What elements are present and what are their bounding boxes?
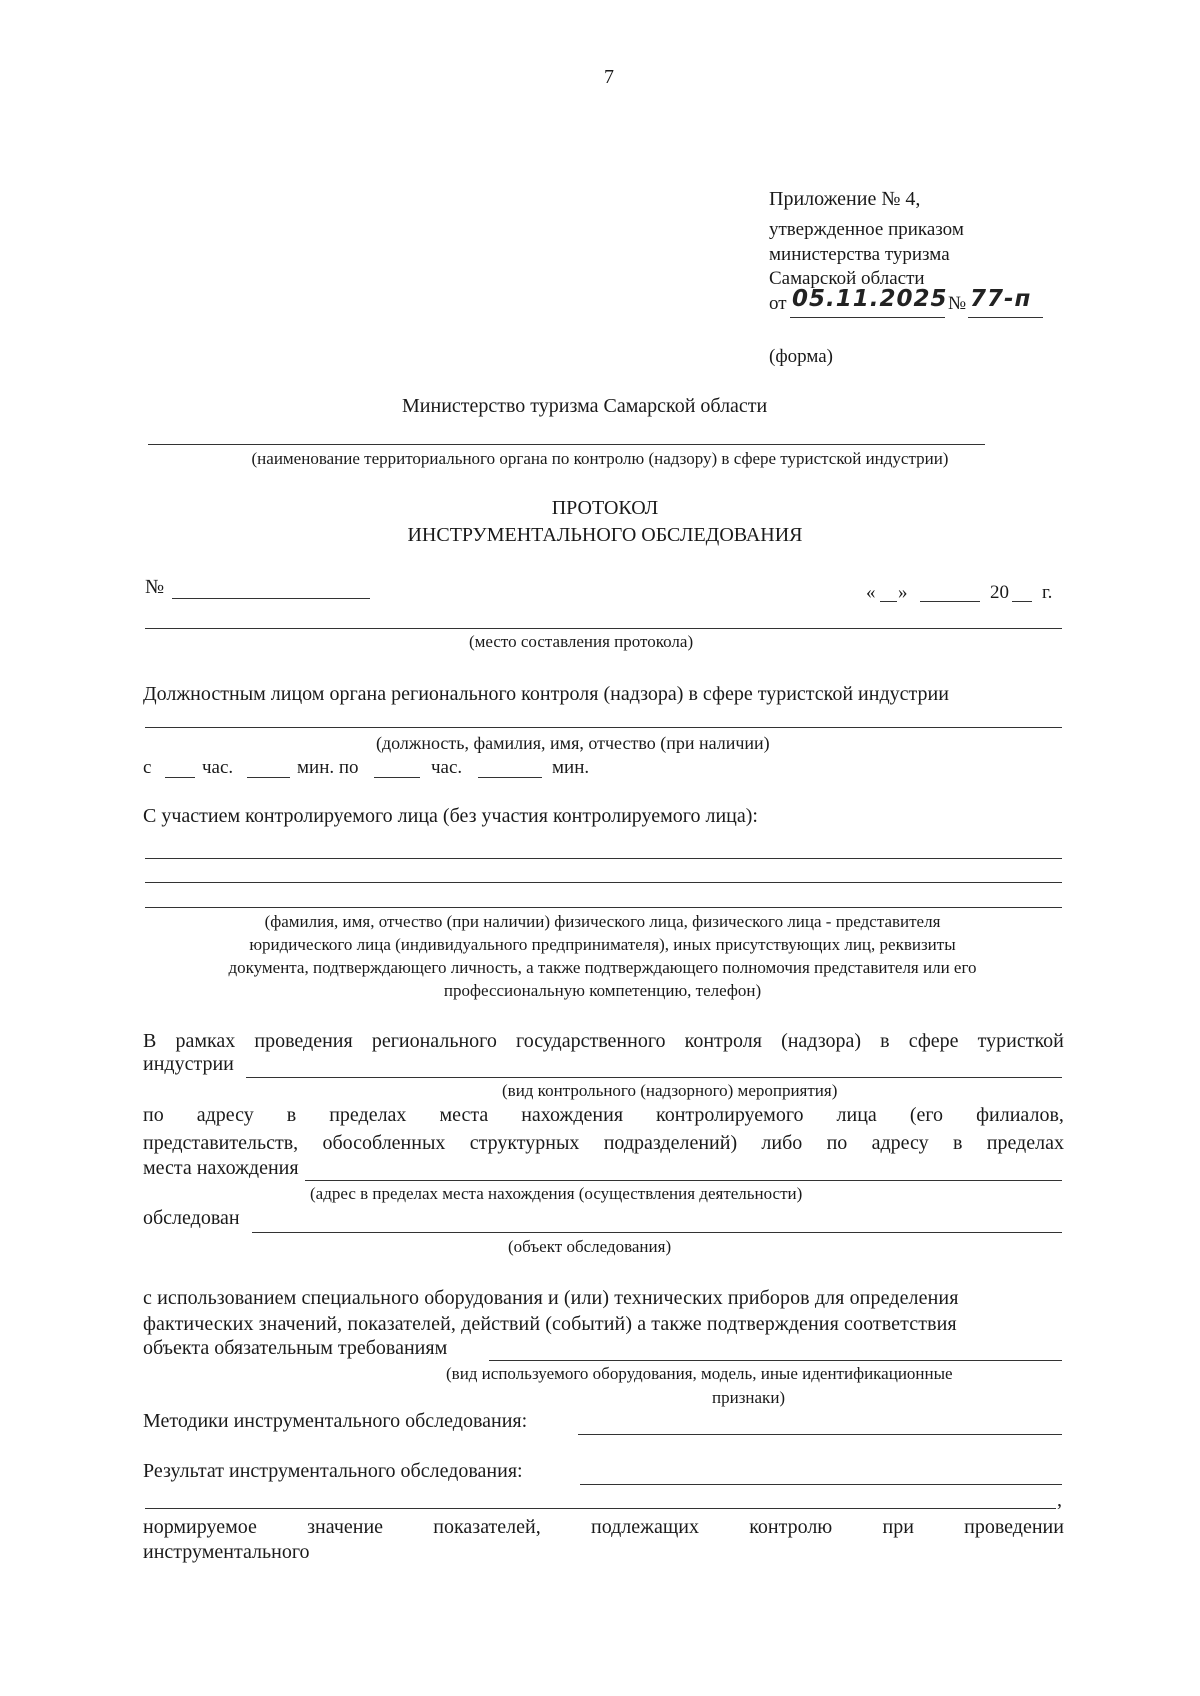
normative-word: значение — [307, 1516, 384, 1538]
normative-word: показателей, — [433, 1516, 541, 1538]
address-l2-word: по — [826, 1132, 848, 1154]
official-text: Должностным лицом органа регионального контроля (надзора) в сфере туристской индустрии — [143, 683, 949, 705]
appendix-number-label: № — [948, 293, 967, 314]
address-l2-word: либо — [761, 1132, 803, 1154]
methods-field[interactable] — [578, 1434, 1062, 1435]
scope-word: регионального — [371, 1030, 497, 1052]
date-day-field[interactable] — [880, 601, 897, 602]
address-field[interactable] — [305, 1180, 1062, 1181]
appendix-number-handwritten: 77-п — [970, 286, 1032, 312]
date-year-label: 20 — [990, 582, 1009, 603]
participation-text: С участием контролируемого лица (без участия контролируемого лица): — [143, 805, 758, 827]
object-label: обследован — [143, 1207, 240, 1229]
equipment-text-line-1: с использованием специального оборудования и (или) технических приборов для определения — [143, 1287, 959, 1309]
equipment-field[interactable] — [489, 1360, 1062, 1361]
address-l1-word: филиалов, — [976, 1104, 1064, 1126]
object-caption: (объект обследования) — [508, 1237, 672, 1256]
address-l1-word: пределах — [329, 1104, 407, 1126]
date-year-field[interactable] — [1012, 601, 1032, 602]
address-l1-word: (его — [909, 1104, 944, 1126]
appendix-number-underline — [968, 317, 1043, 318]
scope-caption: (вид контрольного (надзорного) мероприятия) — [502, 1081, 838, 1100]
organization-caption: (наименование территориального органа по контролю (надзору) в сфере туристской индустрии) — [251, 449, 949, 468]
organization-underline — [148, 444, 985, 445]
appendix-from-label: от — [769, 293, 787, 314]
protocol-number-field[interactable] — [172, 598, 370, 599]
appendix-date-handwritten: 05.11.2025 — [792, 286, 948, 312]
scope-field[interactable] — [246, 1077, 1062, 1078]
participation-caption-3: документа, подтверждающего личность, а также подтверждающего полномочия представителя или его — [228, 958, 977, 977]
appendix-line-3: министерства туризма — [769, 244, 950, 265]
address-caption: (адрес в пределах места нахождения (осуществления деятельности) — [310, 1184, 803, 1203]
appendix-line-1: Приложение № 4, — [769, 188, 921, 210]
methods-label: Методики инструментального обследования: — [143, 1410, 528, 1432]
normative-word: при — [882, 1516, 914, 1538]
participation-caption-2: юридического лица (индивидуального предпринимателя), иных присутствующих лиц, реквизиты — [249, 935, 956, 954]
official-field[interactable] — [145, 727, 1062, 728]
time-from-label: с — [143, 757, 152, 778]
equipment-text-line-3: объекта обязательным требованиям — [143, 1337, 448, 1359]
address-l1-word: в — [286, 1104, 297, 1126]
address-l2-word: пределах — [986, 1132, 1064, 1154]
time-hour-label: час. — [202, 757, 234, 778]
scope-word: сфере — [908, 1030, 959, 1052]
protocol-title: ПРОТОКОЛ — [551, 497, 659, 519]
object-field[interactable] — [252, 1232, 1062, 1233]
scope-word: рамках — [175, 1030, 236, 1052]
protocol-number-label: № — [145, 576, 165, 598]
address-l2-word: представительств, — [143, 1132, 299, 1154]
scope-text-line-2: индустрии — [143, 1053, 234, 1075]
equipment-caption-1: (вид используемого оборудования, модель, иные идентификационные — [446, 1364, 953, 1383]
normative-word: проведении — [964, 1516, 1064, 1538]
time-end-min-field[interactable] — [478, 777, 542, 778]
form-label: (форма) — [769, 346, 834, 367]
scope-word: в — [880, 1030, 890, 1052]
scope-word: контроля — [684, 1030, 762, 1052]
protocol-subtitle: ИНСТРУМЕНТАЛЬНОГО ОБСЛЕДОВАНИЯ — [407, 524, 803, 546]
place-caption: (место составления протокола) — [469, 632, 694, 651]
equipment-text-line-2: фактических значений, показателей, действий (событий) а также подтверждения соответствия — [143, 1313, 957, 1335]
time-min-label: мин. — [552, 757, 590, 778]
address-l2-word: адресу — [871, 1132, 929, 1154]
official-caption: (должность, фамилия, имя, отчество (при наличии) — [376, 733, 770, 753]
address-l1-word: места — [439, 1104, 489, 1126]
normative-word: подлежащих — [590, 1516, 699, 1538]
appendix-date-underline — [790, 317, 945, 318]
date-close-quote: » — [898, 582, 908, 603]
appendix-line-4: Самарской области — [769, 268, 925, 289]
date-year-suffix: г. — [1042, 582, 1053, 603]
date-open-quote: « — [866, 582, 876, 603]
participation-field-2[interactable] — [145, 882, 1062, 883]
time-end-hour-field[interactable] — [374, 777, 420, 778]
result-label: Результат инструментального обследования: — [143, 1460, 523, 1482]
time-min-to-label: мин. по — [297, 757, 359, 778]
appendix-line-2: утвержденное приказом — [769, 219, 964, 240]
place-field[interactable] — [145, 628, 1062, 629]
address-l1-word: нахождения — [521, 1104, 624, 1126]
page-number: 7 — [604, 66, 614, 88]
scope-word: В — [143, 1030, 157, 1052]
scope-word: туристкой — [977, 1030, 1064, 1052]
time-start-min-field[interactable] — [247, 777, 290, 778]
equipment-caption-2: признаки) — [712, 1388, 786, 1407]
scope-word: (надзора) — [781, 1030, 862, 1052]
address-l2-word: обособленных — [322, 1132, 446, 1154]
address-l1-word: контролируемого — [656, 1104, 804, 1126]
normative-text-line-2: инструментального — [143, 1541, 310, 1563]
scope-word: государственного — [515, 1030, 666, 1052]
address-l1-word: лица — [836, 1104, 877, 1126]
address-l1-word: адресу — [196, 1104, 254, 1126]
scope-word: проведения — [254, 1030, 353, 1052]
address-text-line-3: места нахождения — [143, 1157, 299, 1179]
result-field-1[interactable] — [580, 1484, 1062, 1485]
address-l2-word: в — [952, 1132, 963, 1154]
address-text-line-2 — [143, 1132, 1064, 1155]
address-text-line-1 — [143, 1104, 1064, 1127]
normative-word: контролю — [749, 1516, 833, 1538]
normative-word: нормируемое — [143, 1516, 257, 1538]
participation-caption-1: (фамилия, имя, отчество (при наличии) физического лица, физического лица - представителя — [264, 912, 941, 931]
participation-field-1[interactable] — [145, 858, 1062, 859]
normative-text-line-1 — [143, 1516, 1064, 1539]
time-hour2-label: час. — [431, 757, 463, 778]
address-l2-word: подразделений) — [603, 1132, 738, 1154]
organization-name: Министерство туризма Самарской области — [402, 395, 768, 417]
time-start-hour-field[interactable] — [165, 777, 195, 778]
result-comma: , — [1057, 1489, 1062, 1511]
date-month-field[interactable] — [920, 601, 980, 602]
address-l1-word: по — [143, 1104, 164, 1126]
participation-field-3[interactable] — [145, 907, 1062, 908]
address-l2-word: структурных — [469, 1132, 580, 1154]
scope-text-line-1 — [143, 1030, 1064, 1053]
participation-caption-4: профессиональную компетенцию, телефон) — [443, 981, 762, 1000]
result-field-2[interactable] — [145, 1508, 1056, 1509]
